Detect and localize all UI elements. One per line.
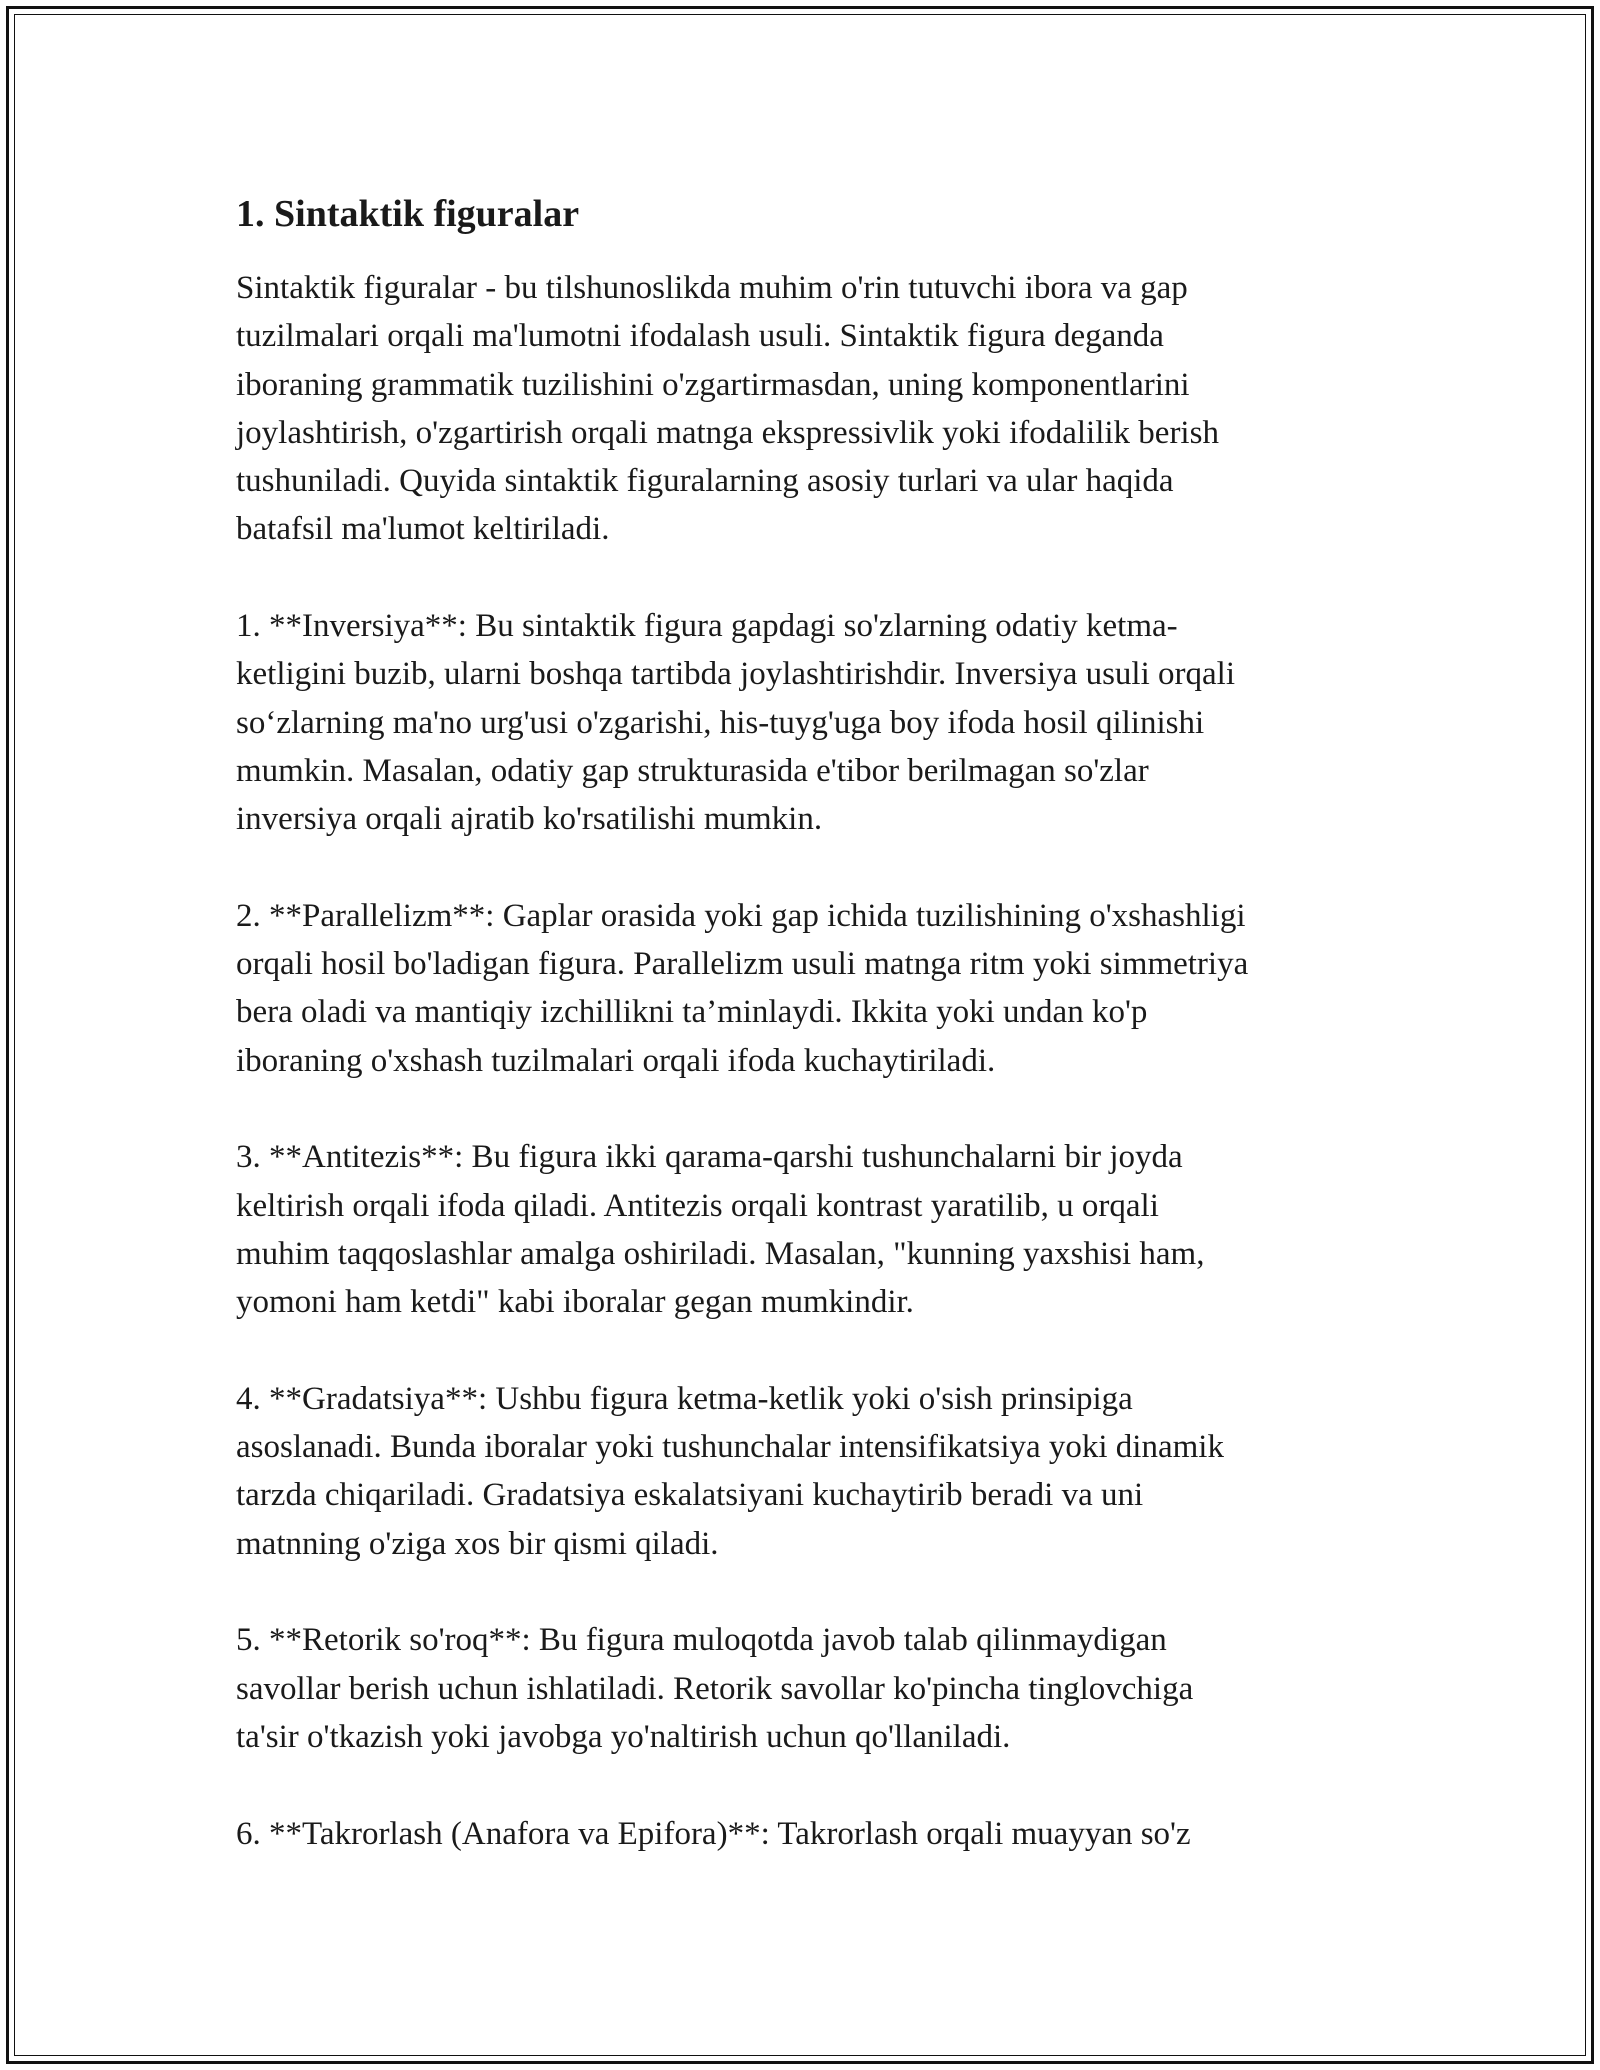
paragraph-retorik-soroq: 5. **Retorik so'roq**: Bu figura muloqotda javob talab qilinmaydigan savollar berish uchun ishlatiladi. Retorik savollar ko'pincha tinglovchiga ta'sir o'tkazish yoki javobga yo'naltirish uchun qo'llaniladi.	[236, 1622, 1194, 1755]
paragraph-inversiya: 1. **Inversiya**: Bu sintaktik figura gapdagi so'zlarning odatiy ketma- ketligini buzib, ularni boshqa tartibda joylashtirishdir. Inversiya usuli orqali so‘zlarning ma'no urg'usi o'zgarishi, his-tuyg'uga boy ifoda hosil qilinishi mumkin. Masalan, odatiy gap strukturasida e'tibor berilmagan so'zlar inversiya orqali ajratib ko'rsatilishi mumkin.	[236, 608, 1235, 838]
paragraph-gradatsiya: 4. **Gradatsiya**: Ushbu figura ketma-ketlik yoki o'sish prinsipiga asoslanadi. Bunda iboralar yoki tushunchalar intensifikatsiya yoki dinamik tarzda chiqariladi. Gradatsiya eskalatsiyani kuchaytirib beradi va uni matnning o'ziga xos bir qismi qiladi.	[236, 1380, 1224, 1562]
paragraph-antitezis: 3. **Antitezis**: Bu figura ikki qarama-qarshi tushunchalarni bir joyda keltirish orqali ifoda qiladi. Antitezis orqali kontrast yaratilib, u orqali muhim taqqoslashlar amalga oshiriladi. Masalan, "kunning yaxshisi ham, yomoni ham ketdi" kabi iboralar gegan mumkindir.	[236, 1139, 1205, 1321]
document-body	[236, 188, 1366, 1906]
paragraph-takrorlash: 6. **Takrorlash (Anafora va Epifora)**: Takrorlash orqali muayyan so'z	[236, 1815, 1191, 1852]
intro-paragraph: Sintaktik figuralar - bu tilshunoslikda muhim o'rin tutuvchi ibora va gap tuzilmalari orqali ma'lumotni ifodalash usuli. Sintaktik figura deganda iboraning grammatik tuzilishini o'zgartirmasdan, uning komponentlarini joylashtirish, o'zgartirish orqali matnga ekspressivlik yoki ifodalilik berish tushuniladi. Quyida sintaktik figuralarning asosiy turlari va ular haqida batafsil ma'lumot keltiriladi.	[236, 270, 1219, 548]
section-heading: 1. Sintaktik figuralar	[236, 193, 580, 235]
paragraph-parallelizm: 2. **Parallelizm**: Gaplar orasida yoki gap ichida tuzilishining o'xshashligi orqali hosil bo'ladigan figura. Parallelizm usuli matnga ritm yoki simmetriya bera oladi va mantiqiy izchillikni ta’minlaydi. Ikkita yoki undan ko'p iboraning o'xshash tuzilmalari orqali ifoda kuchaytiriladi.	[236, 897, 1249, 1079]
